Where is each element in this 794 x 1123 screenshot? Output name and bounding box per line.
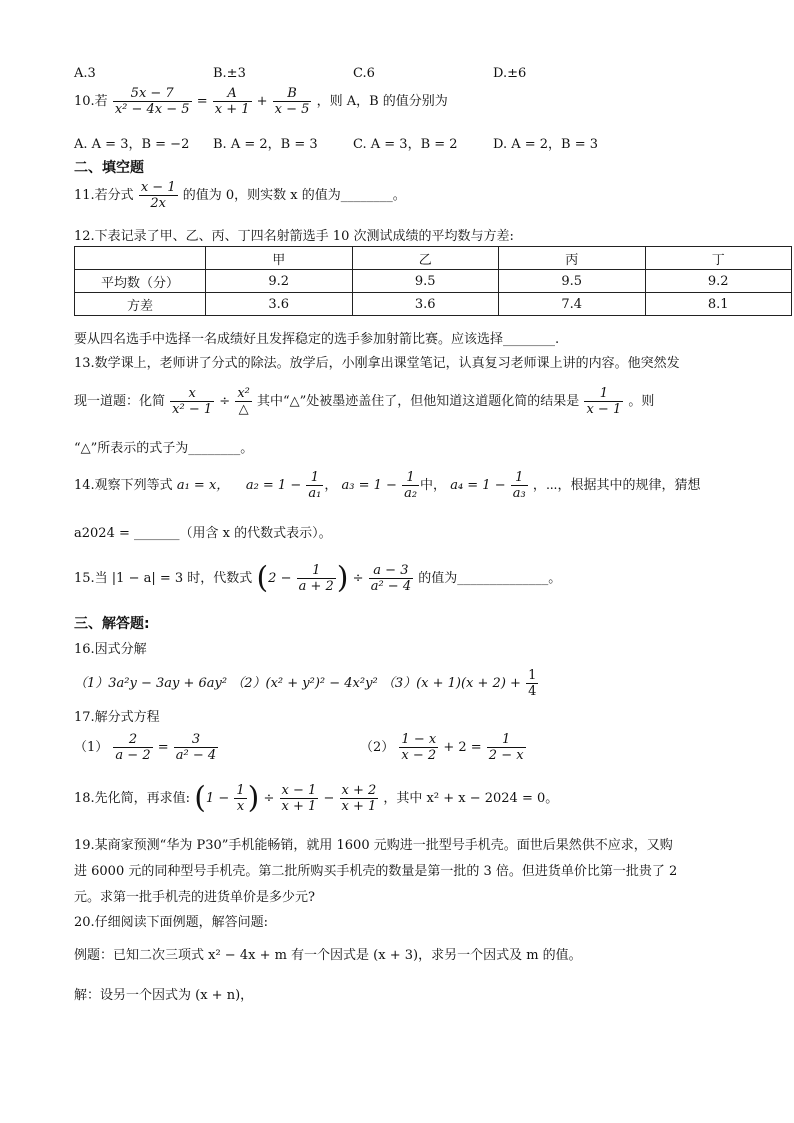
table-cell: 9.2 — [206, 270, 353, 293]
q9-option-c: C.6 — [353, 66, 375, 81]
q12-score-table — [74, 246, 792, 316]
table-cell: 方差 — [75, 293, 206, 316]
table-cell: 9.5 — [352, 270, 499, 293]
q17-part-2: （2） $\frac{1 - x}{x - 2}$ + 2 = $\frac{1}{2 - x}$ — [360, 732, 524, 763]
q20-solution: 解：设另一个因式为 (x + n)， — [74, 988, 254, 1003]
q13-fraction-2: $\frac{\text{x²}}{\triangle}$ — [237, 386, 250, 417]
question-18: 18.先化简，再求值: (1 − $\frac{1}{x}$ ) ÷ $\frac{x - 1}{x + 1}$ − $\frac{x + 2}{x + 1}$ ，其中 x² + x − 2024 = 0。 — [74, 780, 559, 816]
q17-p1-left-fraction: $\frac{2}{a - 2}$ — [115, 732, 151, 763]
q13-fraction-1: $\frac{x}{\text{x² − 1}}$ — [172, 386, 213, 417]
q13-line1: 13.数学课上，老师讲了分式的除法。放学后，小刚拿出课堂笔记，认真复习老师课上讲的内容。他突然发 — [74, 356, 680, 371]
q10-term2-fraction: $\frac{B}{x - 5}$ — [274, 86, 310, 117]
question-15: 15.当 |1 − a| = 3 时，代数式 (2 − $\frac{1}{a + 2}$ ) ÷ $\frac{a - 3}{\text{a² − 4}}$ 的值为______________。 — [74, 560, 562, 596]
q17-p1-right-fraction: $\frac{3}{\text{a² − 4}}$ — [175, 732, 217, 763]
table-header-row — [75, 247, 792, 270]
q14-fraction-a2: $\frac{1}{\text{a₁}}$ — [308, 470, 322, 501]
q14-line1: 14.观察下列等式 a₁ = x， a₂ = 1 − $\frac{1}{\text{a₁}}$ ， a₃ = 1 − $\frac{1}{\text{a₂}}$ 中， a₄ = 1 − $\frac{1}{\text{a₃}}$ ，⋯，根据其中的规律，猜想 — [74, 470, 701, 501]
table-row — [75, 293, 792, 316]
q18-fraction-2: $\frac{x - 1}{x + 1}$ — [281, 783, 317, 814]
q11-fraction: $\frac{x - 1}{2x}$ — [140, 180, 176, 211]
q19-line3: 元。求第一批手机壳的进货单价是多少元? — [74, 890, 315, 905]
table-header-cell: 丁 — [645, 247, 792, 270]
q10-option-a: A. A = 3，B = −2 — [74, 137, 190, 152]
table-cell: 3.6 — [352, 293, 499, 316]
q9-option-b: B.±3 — [213, 66, 246, 81]
table-cell: 3.6 — [206, 293, 353, 316]
table-cell: 7.4 — [499, 293, 646, 316]
q10-lhs-fraction: $\frac{5x - 7}{\text{x² − 4x − 5}}$ — [114, 86, 190, 117]
q12-question: 要从四名选手中选择一名成绩好且发挥稳定的选手参加射箭比赛。应该选择________. — [74, 332, 560, 347]
table-cell: 平均数（分） — [75, 270, 206, 293]
table-cell: 9.5 — [499, 270, 646, 293]
table-header-cell: 乙 — [352, 247, 499, 270]
q13-line3: “△”所表示的式子为________。 — [74, 441, 254, 456]
q19-line1: 19.某商家预测“华为 P30”手机能畅销，就用 1600 元购进一批型号手机壳。面世后果然供不应求，又购 — [74, 838, 673, 853]
q10-option-c: C. A = 3，B = 2 — [353, 137, 458, 152]
q17-title: 17.解分式方程 — [74, 710, 160, 725]
q10-term1-fraction: $\frac{A}{x + 1}$ — [214, 86, 250, 117]
q18-fraction-3: $\frac{x + 2}{x + 1}$ — [341, 783, 377, 814]
q13-fraction-3: $\frac{1}{x - 1}$ — [586, 386, 622, 417]
q16-title: 16.因式分解 — [74, 642, 147, 657]
table-row — [75, 270, 792, 293]
table-cell: 8.1 — [645, 293, 792, 316]
q10-option-b: B. A = 2，B = 3 — [213, 137, 318, 152]
table-header-cell — [75, 247, 206, 270]
table-header-cell: 丙 — [499, 247, 646, 270]
q12-intro: 12.下表记录了甲、乙、丙、丁四名射箭选手 10 次测试成绩的平均数与方差: — [74, 229, 514, 244]
section-2-title: 二、填空题 — [74, 160, 144, 176]
q9-option-d: D.±6 — [493, 66, 527, 81]
q10-option-d: D. A = 2，B = 3 — [493, 137, 599, 152]
q14-line2: a2024 = _______（用含 x 的代数式表示）。 — [74, 526, 332, 541]
q20-example: 例题：已知二次三项式 x² − 4x + m 有一个因式是 (x + 3)，求另一个因式及 m 的值。 — [74, 948, 582, 963]
table-cell: 9.2 — [645, 270, 792, 293]
question-11: 11.若分式 $\frac{x - 1}{2x}$ 的值为 0，则实数 x 的值为________。 — [74, 180, 406, 211]
q17-p2-right-fraction: $\frac{1}{2 - x}$ — [488, 732, 524, 763]
q13-line2: 现一道题：化简 $\frac{x}{\text{x² − 1}}$ ÷ $\frac{\text{x²}}{\triangle}$ 其中“△”处被墨迹盖住了，但他知道这道题化简的结果是 $\frac{1}{x - 1}$ 。则 — [74, 386, 655, 417]
q15-fraction-2: $\frac{a - 3}{\text{a² − 4}}$ — [370, 563, 412, 594]
q15-fraction-1: $\frac{1}{a + 2}$ — [298, 563, 334, 594]
q14-fraction-a4: $\frac{1}{\text{a₃}}$ — [512, 470, 526, 501]
q16-part-2: （2）(x² + y²)² − 4x²y² — [231, 676, 378, 691]
q17-part-1: （1） $\frac{2}{a - 2}$ = $\frac{3}{\text{a² − 4}}$ — [74, 732, 217, 763]
q9-option-a: A.3 — [74, 66, 96, 81]
section-3-title: 三、解答题: — [74, 616, 150, 632]
q17-p2-left-fraction: $\frac{1 - x}{x - 2}$ — [401, 732, 437, 763]
q20-title: 20.仔细阅读下面例题，解答问题: — [74, 915, 269, 930]
q14-fraction-a3: $\frac{1}{\text{a₂}}$ — [404, 470, 418, 501]
q16-part-1: （1）3a²y − 3ay + 6ay² — [74, 676, 228, 691]
q19-line2: 进 6000 元的同种型号手机壳。第二批所购买手机壳的数量是第一批的 3 倍。但进货单价比第一批贵了 2 — [74, 864, 678, 879]
q16-fraction: $\frac{1}{4}$ — [528, 668, 537, 699]
q16-part-3: （3）(x + 1)(x + 2) + — [381, 676, 521, 691]
table-header-cell: 甲 — [206, 247, 353, 270]
q16-parts — [74, 668, 539, 699]
q18-fraction-1: $\frac{1}{x}$ — [236, 783, 245, 814]
question-10: 10.若 $\frac{5x - 7}{\text{x² − 4x − 5}}$ = $\frac{A}{x + 1}$ + $\frac{B}{x - 5}$ ，则 A，B 的值分别为 — [74, 86, 448, 117]
